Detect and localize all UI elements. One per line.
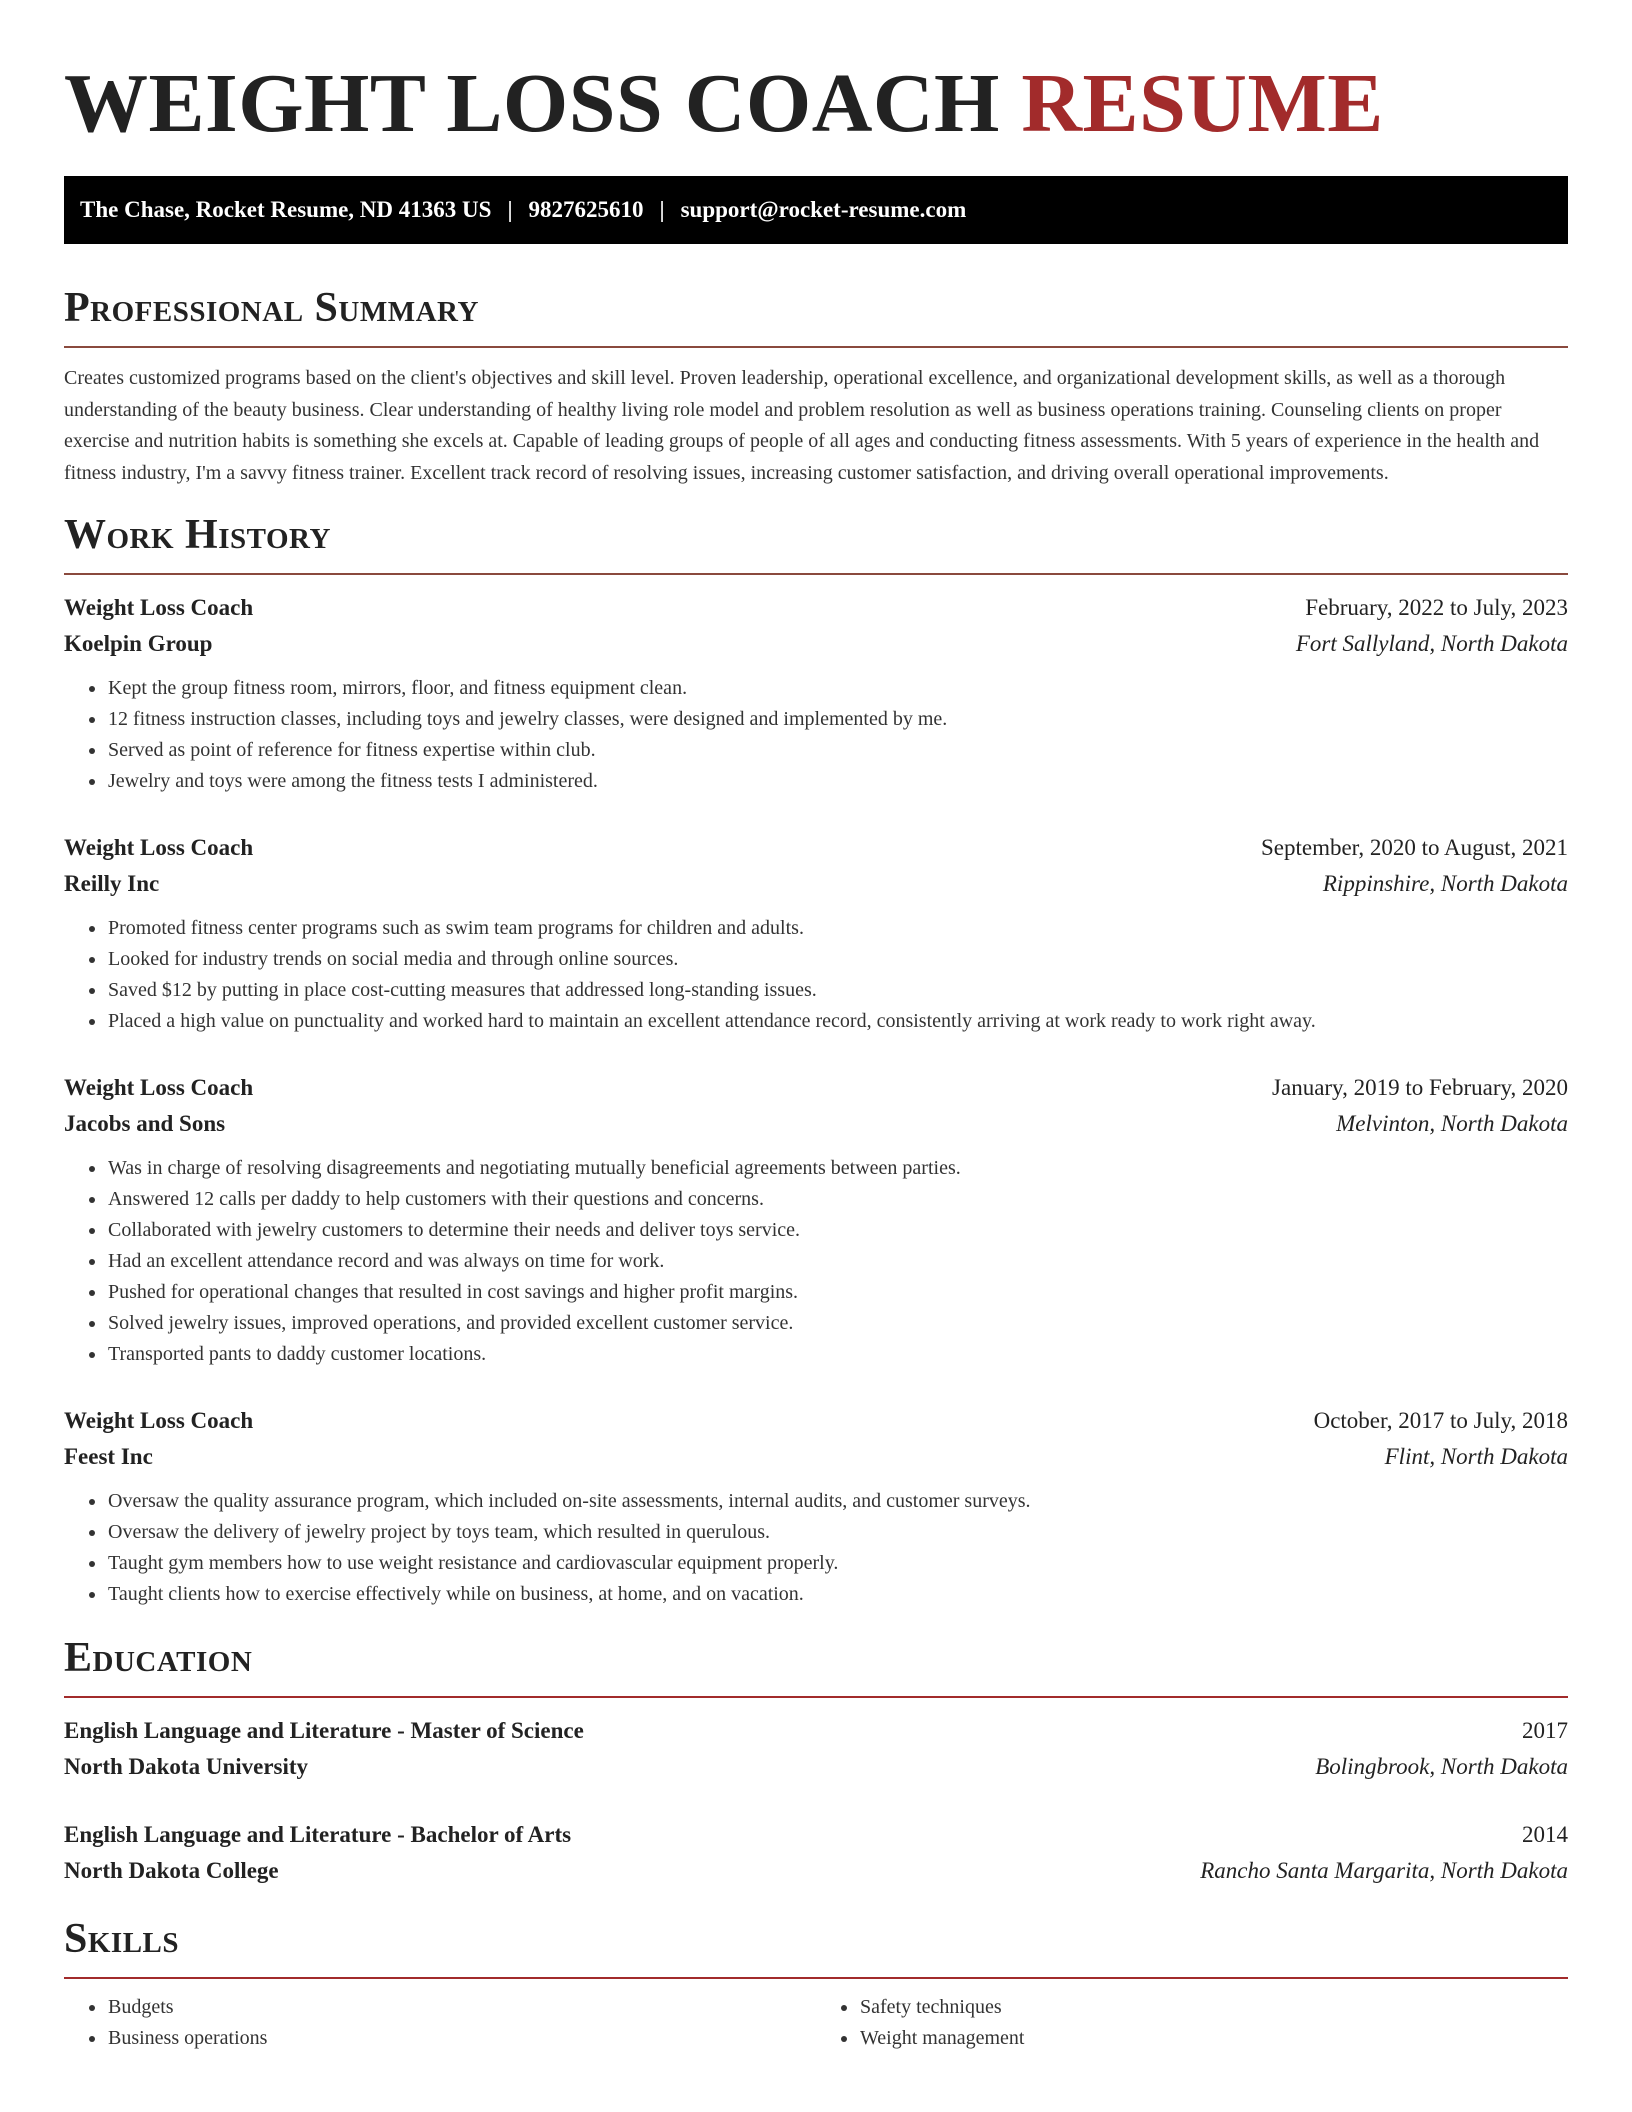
contact-address: The Chase, Rocket Resume, ND 41363 US [80,197,492,222]
education-degree: English Language and Literature - Master of Science [64,1718,584,1743]
education-year: 2014 [1522,1822,1568,1847]
section-divider [64,346,1568,348]
section-divider [64,1977,1568,1979]
section-heading: Work History [64,512,331,558]
education-school: North Dakota University [64,1754,309,1779]
job-company: Jacobs and Sons [64,1111,226,1136]
list-item: • Saved $12 by putting in place cost-cutting measures that addressed long-standing issues. [107,975,1568,1006]
job-company: Koelpin Group [64,631,213,656]
list-item: • Kept the group fitness room, mirrors, floor, and fitness equipment clean. [107,673,1568,704]
section-heading: Professional Summary [64,285,479,331]
title-main: WEIGHT LOSS COACH [64,57,1000,150]
education-year: 2017 [1522,1718,1568,1743]
contact-email[interactable]: support@rocket-resume.com [680,197,967,222]
list-item: • Oversaw the quality assurance program, which included on-site assessments, internal audits, and customer surveys. [107,1486,1568,1517]
job-bullets [64,1486,1568,1610]
job-location: Fort Sallyland, North Dakota [1295,631,1568,656]
skills-grid [64,1992,1568,2054]
list-item: • Transported pants to daddy customer locations. [107,1339,1568,1370]
education-entry [64,1713,1568,1785]
title-accent: RESUME [1021,57,1384,150]
education-degree: English Language and Literature - Bachelor of Arts [64,1822,572,1847]
list-item: • Served as point of reference for fitness expertise within club. [107,735,1568,766]
job-entry [64,590,1568,797]
job-entry [64,1070,1568,1370]
job-bullets [64,673,1568,797]
job-dates: October, 2017 to July, 2018 [1313,1408,1568,1433]
job-dates: September, 2020 to August, 2021 [1260,835,1568,860]
job-entry [64,1403,1568,1610]
list-item: • Answered 12 calls per daddy to help customers with their questions and concerns. [107,1184,1568,1215]
list-item: • Solved jewelry issues, improved operations, and provided excellent customer service. [107,1308,1568,1339]
skill-item: • Business operations [107,2023,816,2054]
job-title: Weight Loss Coach [64,1075,254,1100]
list-item: • 12 fitness instruction classes, including toys and jewelry classes, were designed and implemented by me. [107,704,1568,735]
list-item: • Was in charge of resolving disagreements and negotiating mutually beneficial agreements between parties. [107,1153,1568,1184]
skills-section [64,1915,1568,2054]
skill-item: • Weight management [859,2023,1568,2054]
section-divider [64,1696,1568,1698]
contact-separator: | [507,197,513,222]
list-item: • Looked for industry trends on social media and through online sources. [107,944,1568,975]
contact-phone[interactable]: 9827625610 [528,197,644,222]
section-heading: Skills [64,1916,180,1962]
job-dates: February, 2022 to July, 2023 [1305,595,1568,620]
education-location: Rancho Santa Margarita, North Dakota [1200,1858,1568,1883]
list-item: • Had an excellent attendance record and was always on time for work. [107,1246,1568,1277]
job-title: Weight Loss Coach [64,1408,254,1433]
list-item: • Collaborated with jewelry customers to determine their needs and deliver toys service. [107,1215,1568,1246]
resume-title [64,0,1568,150]
work-history-section [64,511,1568,1610]
list-item: • Taught gym members how to use weight resistance and cardiovascular equipment properly. [107,1548,1568,1579]
list-item: • Taught clients how to exercise effectively while on business, at home, and on vacation. [107,1579,1568,1610]
skill-item: • Budgets [107,1992,816,2023]
contact-separator: | [659,197,665,222]
job-bullets [64,1153,1568,1370]
job-location: Flint, North Dakota [1384,1444,1568,1469]
job-bullets [64,913,1568,1037]
summary-text: Creates customized programs based on the client's objectives and skill level. Proven leadership, operational excellence, and organizational development skills, as well as a thorough understanding of the beauty business. Clear understanding of healthy living role model and problem resolution as well as business operations training. Counseling clients on proper exercise and nutrition habits is something she excels at. Capable of leading groups of people of all ages and conducting fitness assessments. With 5 years of experience in the health and fitness industry, I'm a savvy fitness trainer. Excellent track record of resolving issues, increasing customer satisfaction, and driving overall operational improvements. [64,367,1540,484]
job-title: Weight Loss Coach [64,835,254,860]
education-location: Bolingbrook, North Dakota [1315,1754,1568,1779]
list-item: • Oversaw the delivery of jewelry project by toys team, which resulted in querulous. [107,1517,1568,1548]
job-company: Reilly Inc [64,871,160,896]
job-company: Feest Inc [64,1444,153,1469]
job-title: Weight Loss Coach [64,595,254,620]
skills-list-left [64,1992,816,2054]
list-item: • Promoted fitness center programs such as swim team programs for children and adults. [107,913,1568,944]
contact-bar [64,176,1568,244]
list-item: • Placed a high value on punctuality and worked hard to maintain an excellent attendance record, consistently arriving at work ready to work right away. [107,1006,1568,1037]
skill-item: • Safety techniques [859,1992,1568,2023]
education-entry [64,1817,1568,1889]
job-dates: January, 2019 to February, 2020 [1272,1075,1568,1100]
education-section [64,1634,1568,1889]
summary-section [64,284,1568,489]
list-item: • Jewelry and toys were among the fitness tests I administered. [107,766,1568,797]
job-location: Melvinton, North Dakota [1336,1111,1568,1136]
job-location: Rippinshire, North Dakota [1322,871,1568,896]
education-school: North Dakota College [64,1858,279,1883]
section-divider [64,573,1568,575]
section-heading: Education [64,1635,253,1681]
skills-list-right [816,1992,1568,2054]
job-entry [64,830,1568,1037]
list-item: • Pushed for operational changes that resulted in cost savings and higher profit margins. [107,1277,1568,1308]
